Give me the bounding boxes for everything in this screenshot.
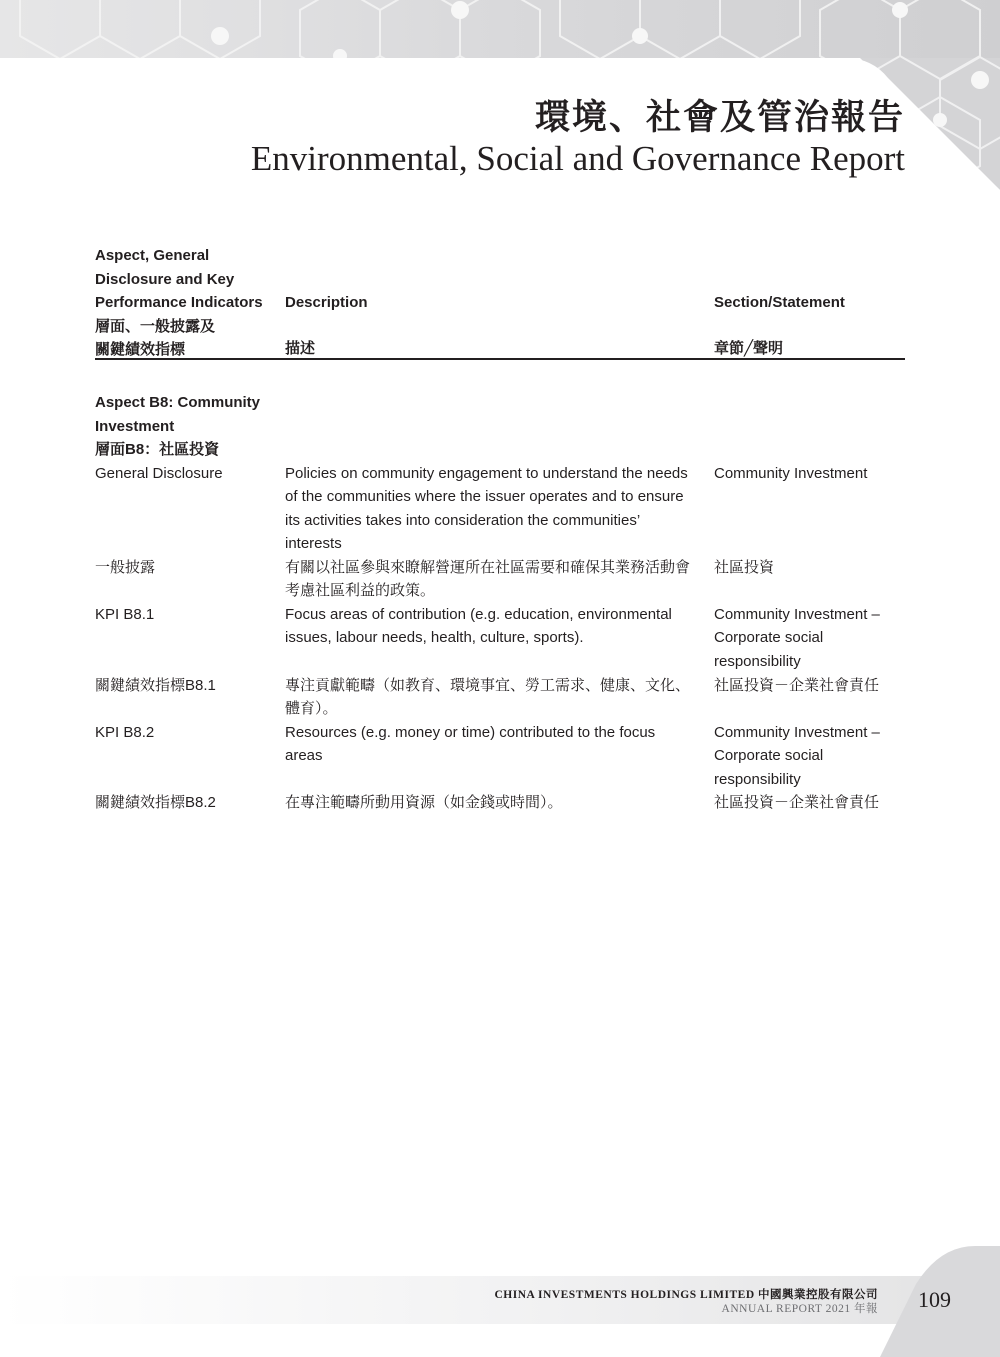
report-title-chinese: 環境、社會及管治報告 <box>534 97 905 138</box>
aspect-heading-en-line2: Investment <box>95 417 175 435</box>
table-row <box>95 721 905 791</box>
row-indicator: 一般披露 <box>95 558 156 576</box>
aspect-heading-zh: 層面B8：社區投資 <box>95 441 220 458</box>
row-description: Focus areas of contribution (e.g. education, environmental issues, labour needs, health, culture, sports). <box>285 605 672 646</box>
kpi-table <box>95 244 905 815</box>
aspect-heading-en-line1: Aspect B8: Community <box>95 394 261 411</box>
row-description: 專注貢獻範疇（如教育、環境事宜、勞工需求、健康、文化、體育）。 <box>285 676 691 717</box>
page-number: 109 <box>918 1287 951 1312</box>
row-description: Policies on community engagement to understand the needs of the communities where the issuer operates and to ensure its activities takes into consideration the communities’ interests <box>285 464 688 552</box>
row-section: 社區投資 <box>714 558 775 576</box>
header-section-en: Section/Statement <box>714 293 845 311</box>
row-indicator: General Disclosure <box>95 464 223 482</box>
header-description-en: Description <box>285 293 368 311</box>
row-section: Community Investment <box>714 464 868 482</box>
row-description: 在專注範疇所動用資源（如金錢或時間）。 <box>285 793 563 811</box>
company-name: CHINA INVESTMENTS HOLDINGS LIMITED 中國興業控股有限公司 <box>494 1289 878 1301</box>
report-title-english: Environmental, Social and Governance Report <box>250 139 905 178</box>
header-section-zh: 章節╱聲明 <box>714 340 784 357</box>
row-section: 社區投資－企業社會責任 <box>714 793 880 811</box>
row-description: 有關以社區參與來瞭解營運所在社區需要和確保其業務活動會考慮社區利益的政策。 <box>285 558 691 599</box>
annual-report-label: ANNUAL REPORT 2021 年報 <box>721 1303 878 1315</box>
row-indicator: 關鍵績效指標B8.2 <box>95 793 216 811</box>
header-aspect-en-line3: Performance Indicators <box>95 294 263 311</box>
header-aspect-column <box>95 244 280 362</box>
table-row <box>95 556 905 603</box>
table-row <box>95 462 905 556</box>
row-indicator: KPI B8.2 <box>95 723 155 741</box>
header-aspect-zh-line2: 關鍵績效指標 <box>95 341 186 358</box>
row-indicator: KPI B8.1 <box>95 605 155 623</box>
table-row <box>95 791 905 815</box>
row-section: 社區投資－企業社會責任 <box>714 676 880 694</box>
table-header <box>95 244 905 360</box>
row-section: Community Investment – Corporate social responsibility <box>714 723 880 788</box>
table-row <box>95 674 905 721</box>
table-row <box>95 603 905 674</box>
row-indicator: 關鍵績效指標B8.1 <box>95 676 216 694</box>
header-aspect-en-line1: Aspect, General <box>95 247 210 264</box>
aspect-heading <box>95 391 280 462</box>
header-aspect-zh-line1: 層面、一般披露及 <box>95 317 216 335</box>
header-description-zh: 描述 <box>285 340 316 357</box>
report-title <box>251 96 905 180</box>
row-section: Community Investment – Corporate social responsibility <box>714 605 880 670</box>
header-aspect-en-line2: Disclosure and Key <box>95 270 235 288</box>
row-description: Resources (e.g. money or time) contributed to the focus areas <box>285 723 656 764</box>
